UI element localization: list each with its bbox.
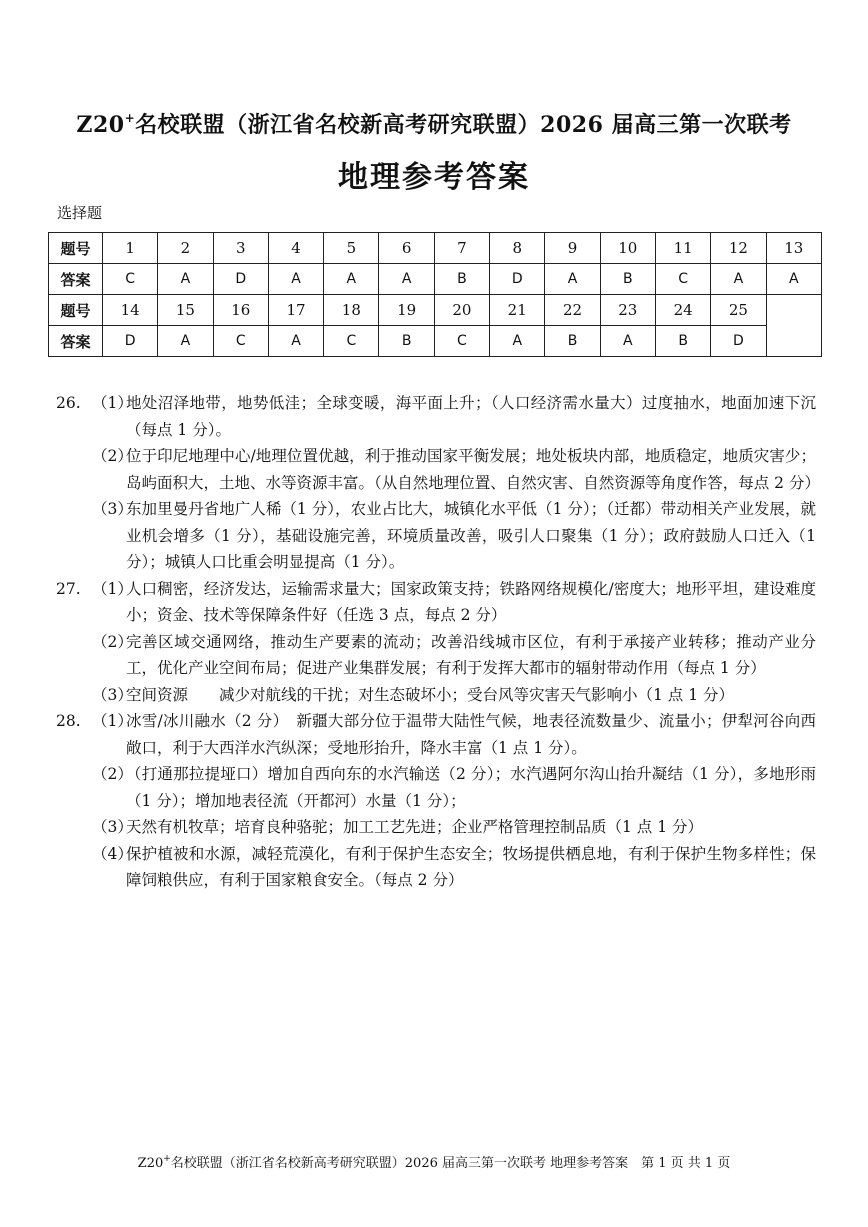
answer-text: 地处沼泽地带，地势低洼；全球变暖，海平面上升；（人口经济需水量大）过度抽水，地面加速下沉（每点 1 分）。 [126,394,816,439]
question-number-cell: 7 [434,233,489,264]
question-number-cell: 25 [711,295,766,326]
part-number: （4） [92,844,133,863]
answer-text: 位于印尼地理中心/地理位置优越，利于推动国家平衡发展；地处板块内部，地质稳定，地质灾害少；岛屿面积大，土地、水等资源丰富。（从自然地理位置、自然灾害、自然资源等角度作答，每点 2 分） [126,447,820,492]
row-label-answer: 答案 [49,326,103,357]
part-number: （1） [92,394,133,412]
footer-prefix: Z20 [137,1156,164,1171]
question-number-cell: 23 [600,295,655,326]
answer-text: 东加里曼丹省地广人稀（1 分），农业占比大，城镇化水平低（1 分）；（迁都）带动相关产业发展，就业机会增多（1 分），基础设施完善，环境质量改善，吸引人口聚集（1 分）；政府鼓励人口迁入（1 分）；城镇人口比重会明显提高（1 分）。 [126,500,816,571]
answer-cell: C [324,326,379,357]
part-number: （3） [92,818,133,836]
answer-table-row-numbers-1 [49,233,822,264]
title-superscript: + [124,111,136,125]
answer-cell: C [655,264,710,295]
question-number: 28. [56,712,81,730]
answer-cell: A [324,264,379,295]
page-footer [0,1152,868,1171]
question-number: 26. [56,394,81,412]
question-number-cell: 3 [213,233,268,264]
answer-cell: A [379,264,434,295]
question-number-cell: 21 [490,295,545,326]
part-number: （3） [92,500,133,518]
row-label-question: 题号 [49,295,103,326]
question-number-cell: 11 [655,233,710,264]
question-number-cell: 8 [490,233,545,264]
answer-cell: A [490,326,545,357]
answer-cell: B [545,326,600,357]
question-number-cell: 1 [103,233,158,264]
question-number-cell: 19 [379,295,434,326]
answer-table-row-answers-2 [49,326,822,357]
question-number-cell: 18 [324,295,379,326]
question-number-cell: 10 [600,233,655,264]
answer-cell: A [268,264,323,295]
question-number-cell: 4 [268,233,323,264]
question-number-cell: 6 [379,233,434,264]
question-number-cell: 14 [103,295,158,326]
question-28-part-4 [56,841,816,894]
footer-superscript: + [163,1154,171,1164]
question-number-cell: 24 [655,295,710,326]
answer-cell: D [213,264,268,295]
answer-cell: C [103,264,158,295]
answer-table-row-answers-1 [49,264,822,295]
title-prefix: Z20 [76,112,125,138]
answer-table [48,232,822,357]
answer-cell: A [711,264,766,295]
answer-cell: B [379,326,434,357]
part-number: （2） [92,447,133,465]
answer-cell: D [711,326,766,357]
question-26-part-3 [56,496,816,576]
answer-cell: B [655,326,710,357]
question-number-cell: 5 [324,233,379,264]
row-label-answer: 答案 [49,264,103,295]
part-number: （1） [92,579,133,598]
answer-cell: C [213,326,268,357]
answer-cell: D [490,264,545,295]
answer-cell: A [600,326,655,357]
answer-text: 天然有机牧草；培育良种骆驼；加工工艺先进；企业严格管理控制品质（1 点 1 分） [126,818,704,836]
footer-text: 名校联盟（浙江省名校新高考研究联盟）2026 届高三第一次联考 地理参考答案 第 1 页 共 1 页 [170,1156,731,1171]
question-number-cell: 12 [711,233,766,264]
answer-text: 完善区域交通网络，推动生产要素的流动；改善沿线城市区位，有利于承接产业转移；推动产业分工，优化产业空间布局；促进产业集群发展；有利于发挥大都市的辐射带动作用（每点 1 分） [126,632,816,677]
part-number: （2） [92,632,133,651]
subject-title: 地理参考答案 [338,160,530,195]
question-26 [56,390,816,443]
part-number: （3） [92,685,133,704]
question-28-part-3 [56,814,816,841]
answer-text: 保护植被和水源，减轻荒漠化，有利于保护生态安全；牧场提供栖息地，有利于保护生物多样性；保障饲粮供应，有利于国家粮食安全。（每点 2 分） [126,844,816,889]
question-28 [56,708,816,761]
answer-cell: A [766,264,821,295]
answer-text: 空间资源 减少对航线的干扰；对生态破坏小；受台风等灾害天气影响小（1 点 1 分） [126,685,735,704]
question-number-cell: 16 [213,295,268,326]
answer-text: （打通那拉提垭口）增加自西向东的水汽输送（2 分）；水汽遇阿尔沟山抬升凝结（1 分），多地形雨（1 分）；增加地表径流（开都河）水量（1 分）； [126,765,816,810]
answer-cell: D [103,326,158,357]
answer-cell: A [268,326,323,357]
question-26-part-2 [56,443,820,496]
question-27-part-3 [56,682,816,709]
question-number-cell: 15 [158,295,213,326]
question-number-cell: 9 [545,233,600,264]
question-number-cell: 20 [434,295,489,326]
answer-table-row-numbers-2 [49,295,822,326]
answer-cell: A [158,264,213,295]
row-label-question: 题号 [49,233,103,264]
question-27 [56,576,816,629]
question-27-part-2 [56,629,816,682]
answer-cell: B [434,264,489,295]
part-number: （1） [92,712,133,730]
page-title [0,108,868,139]
question-number-cell: 17 [268,295,323,326]
question-number-cell: 22 [545,295,600,326]
question-number-cell: 13 [766,233,821,264]
answer-text: 人口稠密，经济发达，运输需求量大；国家政策支持；铁路网络规模化/密度大；地形平坦，建设难度小；资金、技术等保障条件好（任选 3 点，每点 2 分） [126,579,816,624]
answer-cell: A [545,264,600,295]
section-label: 选择题 [57,204,103,222]
part-number: （2） [92,765,133,783]
answer-text: 冰雪/冰川融水（2 分） 新疆大部分位于温带大陆性气候，地表径流数量少、流量小；伊犁河谷向西敞口，利于大西洋水汽纵深；受地形抬升，降水丰富（1 点 1 分）。 [126,712,816,757]
question-number: 27. [56,579,81,598]
answer-cell: B [600,264,655,295]
empty-cell [766,295,821,357]
answer-cell: A [158,326,213,357]
answer-content [56,390,820,894]
question-number-cell: 2 [158,233,213,264]
answer-cell: C [434,326,489,357]
question-28-part-2 [56,761,816,814]
title-text: 名校联盟（浙江省名校新高考研究联盟）2026 届高三第一次联考 [135,112,792,138]
